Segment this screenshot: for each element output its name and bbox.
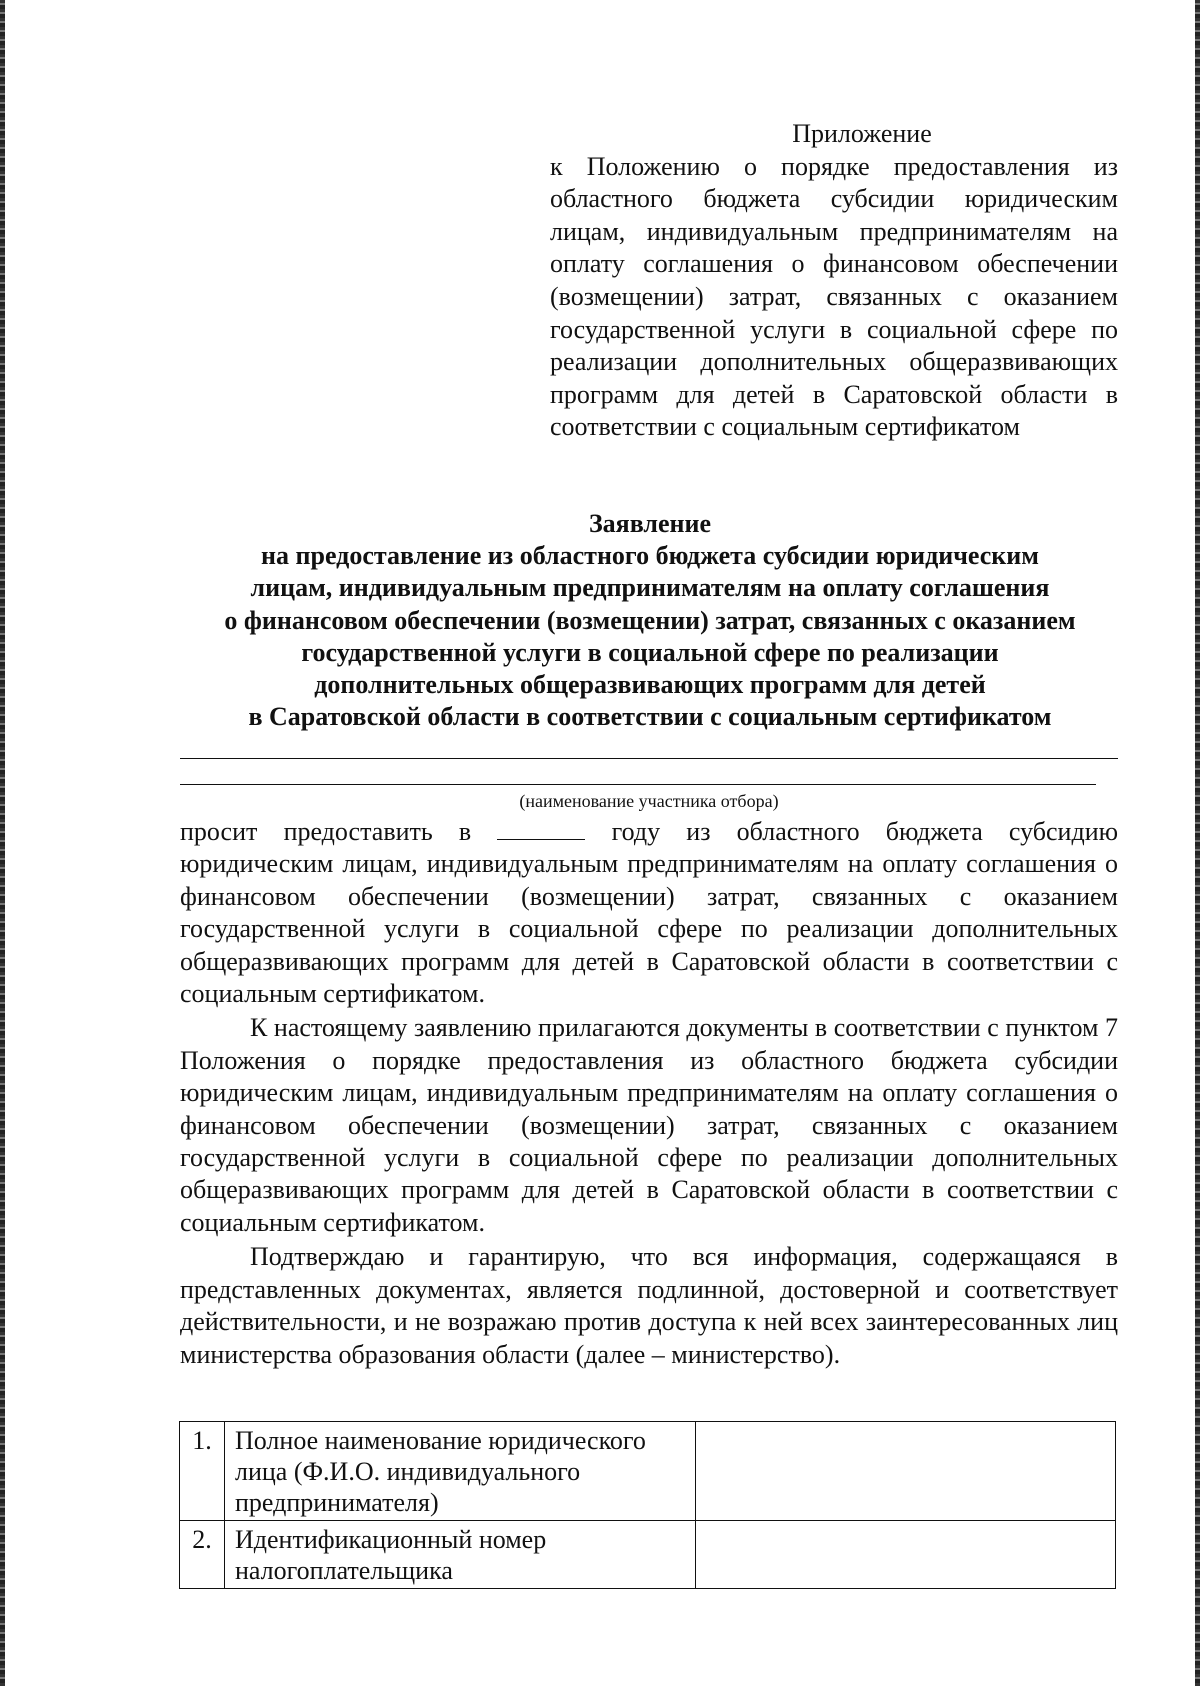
applicant-name-line-1 bbox=[180, 758, 1118, 759]
request-text-end: году из областного бюджета субсидию юридическим лицам, индивидуальным предпринимателям на оплату соглашения о финансовом обеспечении (возмещении) затрат, связанных с оказанием государственной услуги в социальной сфере по реализации дополнительных общеразвивающих программ для детей в Саратовской области в соответствии с социальным сертификатом. bbox=[180, 817, 1119, 1009]
table-row bbox=[180, 1521, 1116, 1589]
request-paragraph bbox=[180, 816, 1118, 1010]
confirmation-paragraph: Подтверждаю и гарантирую, что вся информация, содержащаяся в представленных документах, является подлинной, достоверной и соответствует действительности, и не возражаю против доступа к ней всех заинтересованных лиц министерства образования области (далее – министерство). bbox=[180, 1242, 1118, 1369]
attachments-paragraph: К настоящему заявлению прилагаются документы в соответствии с пунктом 7 Положения о порядке предоставления из областного бюджета субсидии юридическим лицам, индивидуальным предпринимателям на оплату соглашения о финансовом обеспечении (возмещении) затрат, связанных с оказанием государственной услуги в социальной сфере по реализации дополнительных общеразвивающих программ для детей в Саратовской области в соответствии с социальным сертификатом. bbox=[180, 1013, 1118, 1237]
row-value-cell bbox=[696, 1521, 1116, 1589]
row-value-cell bbox=[696, 1422, 1116, 1521]
year-blank bbox=[497, 817, 585, 840]
row-number: 1. bbox=[180, 1422, 225, 1521]
applicant-name-line-2 bbox=[180, 784, 1096, 785]
document-heading bbox=[140, 508, 1160, 733]
scan-edge-right bbox=[1195, 0, 1200, 1686]
heading-line: о финансовом обеспечении (возмещении) затрат, связанных с оказанием bbox=[224, 605, 1076, 635]
heading-line: лицам, индивидуальным предпринимателям на оплату соглашения bbox=[250, 573, 1050, 603]
appendix-block bbox=[550, 118, 1118, 444]
heading-line: государственной услуги в социальной сфере по реализации bbox=[301, 637, 999, 667]
table-row bbox=[180, 1422, 1116, 1521]
heading-line: дополнительных общеразвивающих программ для детей bbox=[314, 670, 986, 700]
row-label: Полное наименование юридического лица (Ф.И.О. индивидуального предпринимателя) bbox=[225, 1422, 696, 1521]
request-text-start: просит предоставить в bbox=[180, 817, 472, 846]
applicant-caption: (наименование участника отбора) bbox=[519, 791, 779, 811]
row-label: Идентификационный номер налогоплательщика bbox=[225, 1521, 696, 1589]
row-number: 2. bbox=[180, 1521, 225, 1589]
document-title: Заявление bbox=[588, 509, 712, 538]
application-body bbox=[180, 816, 1118, 1371]
heading-line: в Саратовской области в соответствии с социальным сертификатом bbox=[248, 702, 1052, 732]
applicant-info-table bbox=[179, 1421, 1116, 1589]
scan-edge-left bbox=[0, 0, 5, 1686]
appendix-title: Приложение bbox=[792, 119, 932, 148]
heading-line: на предоставление из областного бюджета субсидии юридическим bbox=[261, 541, 1039, 571]
appendix-text: к Положению о порядке предоставления из областного бюджета субсидии юридическим лицам, индивидуальным предпринимателям на оплату соглашения о финансовом обеспечении (возмещении) затрат, связанных с оказанием государственной услуги в социальной сфере по реализации дополнительных общеразвивающих программ для детей в Саратовской области в соответствии с социальным сертификатом bbox=[550, 151, 1118, 442]
